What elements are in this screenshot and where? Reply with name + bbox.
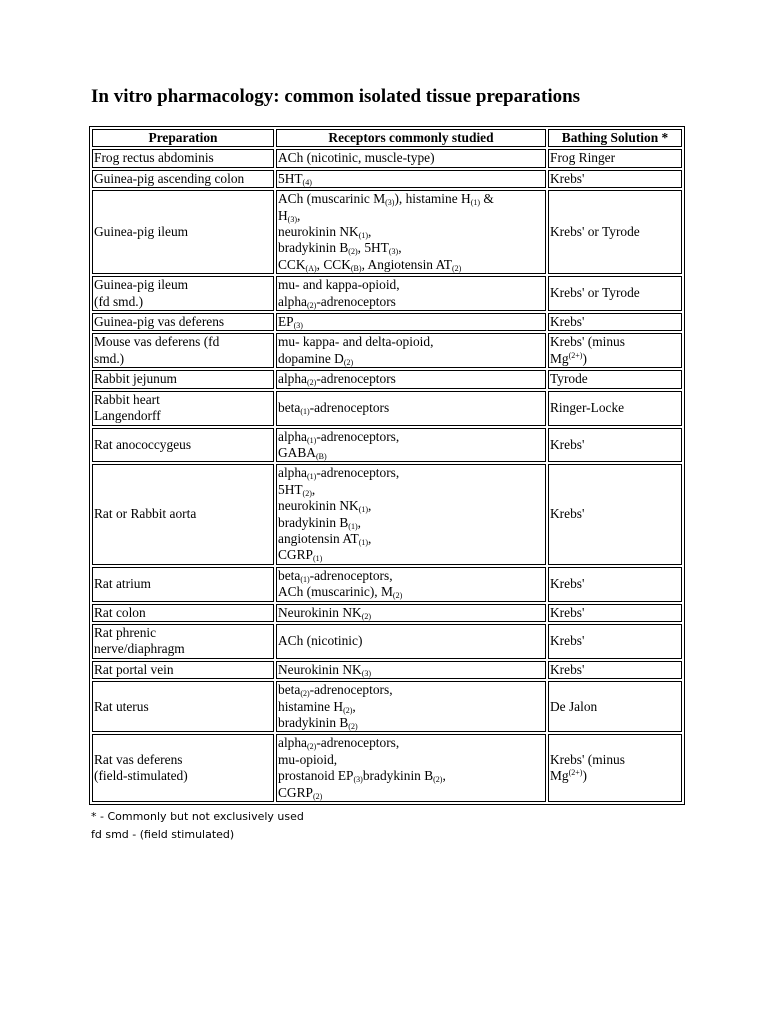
bathing-solution-cell: Tyrode <box>548 370 682 388</box>
receptors-cell: beta$_{(2)}$-adrenoceptors, histamine $H_{(2)}$, bradykinin $B_{(2)}$ <box>276 681 546 732</box>
table-row <box>92 333 682 368</box>
receptors-cell: beta$_{(1)}$-adrenoceptors, ACh (muscarinic), $M_{(2)}$ <box>276 567 546 602</box>
receptors-cell: alpha$_{(2)}$-adrenoceptors, mu-opioid, prostanoid $EP_{(3)}bradykinin$ $B_{(2)}$, $CGRP_{(2)}$ <box>276 734 546 802</box>
receptors-cell: alpha$_{(1)}$-adrenoceptors, $5HT_{(2)}$, neurokinin $NK_{(1)}$, bradykinin $B_{(1)}$, angiotensin $AT_{(1)}$, $CGRP_{(1)}$ <box>276 464 546 564</box>
bathing-solution-cell: Krebs' (minus $Mg^{(2+)}$) <box>548 333 682 368</box>
table-row <box>92 276 682 311</box>
preparation-cell: Guinea-pig vas deferens <box>92 313 274 331</box>
preparation-cell: Rat vas deferens (field-stimulated) <box>92 734 274 802</box>
table-row <box>92 734 682 802</box>
table-container <box>89 126 683 805</box>
preparation-cell: Rat atrium <box>92 567 274 602</box>
table-row <box>92 313 682 331</box>
receptors-cell: mu- and kappa-opioid, alpha$_{(2)}$-adrenoceptors <box>276 276 546 311</box>
table-row <box>92 391 682 426</box>
bathing-solution-cell: Krebs' <box>548 313 682 331</box>
footnote-asterisk: * - Commonly but not exclusively used <box>91 810 304 823</box>
receptors-cell: alpha$_{(1)}$-adrenoceptors, $GABA_{(B)}$ <box>276 428 546 463</box>
receptors-cell: alpha$_{(2)}$-adrenoceptors <box>276 370 546 388</box>
receptors-cell: ACh (nicotinic) <box>276 624 546 659</box>
preparation-cell: Rat uterus <box>92 681 274 732</box>
bathing-solution-cell: Krebs' or Tyrode <box>548 276 682 311</box>
table-row <box>92 370 682 388</box>
receptors-cell: beta$_{(1)}$-adrenoceptors <box>276 391 546 426</box>
preparation-cell: Guinea-pig ascending colon <box>92 170 274 188</box>
receptors-cell: mu- kappa- and delta-opioid, dopamine $D_{(2)}$ <box>276 333 546 368</box>
column-header-bathing-solution: Bathing Solution * <box>548 129 682 147</box>
preparation-cell: Mouse vas deferens (fd smd.) <box>92 333 274 368</box>
table-row <box>92 604 682 622</box>
table-row <box>92 567 682 602</box>
footnote-fd-smd: fd smd - (field stimulated) <box>91 828 235 841</box>
bathing-solution-cell: Krebs' <box>548 428 682 463</box>
preparation-cell: Rat anococcygeus <box>92 428 274 463</box>
bathing-solution-cell: Ringer-Locke <box>548 391 682 426</box>
bathing-solution-cell: Krebs' <box>548 170 682 188</box>
page-title: In vitro pharmacology: common isolated tissue preparations <box>91 86 581 107</box>
bathing-solution-cell: Krebs' (minus $Mg^{(2+)}$) <box>548 734 682 802</box>
preparation-cell: Frog rectus abdominis <box>92 149 274 167</box>
bathing-solution-cell: Krebs' <box>548 661 682 679</box>
bathing-solution-cell: De Jalon <box>548 681 682 732</box>
preparations-table <box>89 126 685 805</box>
table-header-row <box>92 129 682 147</box>
receptors-cell: ACh (muscarinic $M_{(3)}$), histamine $H_{(1)}$ & $H_{(3)}$, neurokinin $NK_{(1)}$, bradykinin $B_{(2)}$, $5HT_{(3)}$, $CCK_{(A)}$, $CCK_{(B)}$, Angiotensin $AT_{(2)}$ <box>276 190 546 274</box>
table-row <box>92 624 682 659</box>
preparation-cell: Guinea-pig ileum (fd smd.) <box>92 276 274 311</box>
table-row <box>92 661 682 679</box>
table-row <box>92 170 682 188</box>
column-header-receptors: Receptors commonly studied <box>276 129 546 147</box>
preparation-cell: Rat phrenic nerve/diaphragm <box>92 624 274 659</box>
preparation-cell: Rat or Rabbit aorta <box>92 464 274 564</box>
preparation-cell: Rabbit heart Langendorff <box>92 391 274 426</box>
bathing-solution-cell: Krebs' <box>548 604 682 622</box>
table-row <box>92 428 682 463</box>
preparation-cell: Guinea-pig ileum <box>92 190 274 274</box>
table-row <box>92 149 682 167</box>
table-row <box>92 464 682 564</box>
table-row <box>92 190 682 274</box>
preparation-cell: Rat portal vein <box>92 661 274 679</box>
receptors-cell: $EP_{(3)}$ <box>276 313 546 331</box>
bathing-solution-cell: Krebs' <box>548 567 682 602</box>
bathing-solution-cell: Krebs' <box>548 624 682 659</box>
table-body <box>92 149 682 802</box>
table-row <box>92 681 682 732</box>
receptors-cell: $5HT_{(4)}$ <box>276 170 546 188</box>
receptors-cell: Neurokinin $NK_{(3)}$ <box>276 661 546 679</box>
bathing-solution-cell: Krebs' or Tyrode <box>548 190 682 274</box>
preparation-cell: Rabbit jejunum <box>92 370 274 388</box>
receptors-cell: Neurokinin $NK_{(2)}$ <box>276 604 546 622</box>
column-header-preparation: Preparation <box>92 129 274 147</box>
preparation-cell: Rat colon <box>92 604 274 622</box>
receptors-cell: ACh (nicotinic, muscle-type) <box>276 149 546 167</box>
bathing-solution-cell: Frog Ringer <box>548 149 682 167</box>
bathing-solution-cell: Krebs' <box>548 464 682 564</box>
